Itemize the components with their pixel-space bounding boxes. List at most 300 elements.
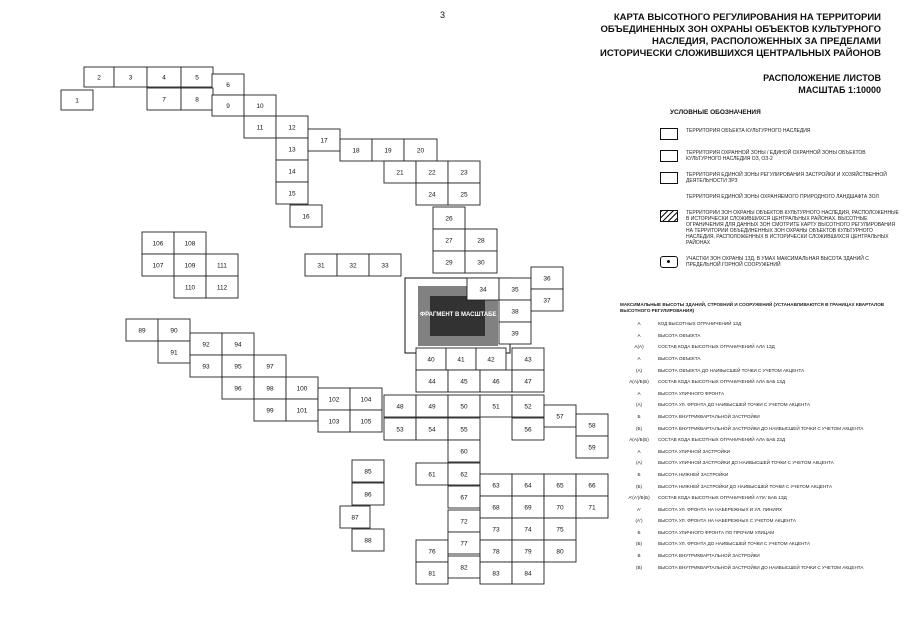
sheet-23 [448, 161, 480, 183]
sheet-number: 70 [556, 504, 564, 512]
sheet-number: 78 [492, 548, 500, 556]
sheet-94 [222, 333, 254, 355]
sheet-number: 99 [266, 407, 274, 415]
height-code-row [620, 553, 890, 559]
height-code: (А) [635, 367, 643, 373]
sheet-number: 76 [428, 548, 436, 556]
sheet-97 [254, 355, 286, 377]
fragment-label: ФРАГМЕНТ В МАСШТАБЕ [420, 312, 497, 318]
height-code: (В) [635, 564, 643, 570]
legend-text: ТЕРРИТОРИЯ ОБЪЕКТА КУЛЬТУРНОГО НАСЛЕДИЯ [686, 128, 811, 134]
sheet-number: 101 [296, 407, 308, 415]
sheet-87 [340, 506, 370, 528]
sheet-number: 54 [428, 426, 436, 434]
sheet-88 [352, 529, 384, 551]
sheet-number: 111 [217, 262, 227, 270]
sheet-109 [174, 254, 206, 276]
sheet-number: 9 [226, 102, 230, 110]
height-code-row [620, 426, 890, 432]
height-code-row [620, 507, 890, 513]
sheet-number: 103 [328, 418, 340, 426]
sheet-95 [222, 355, 254, 377]
legend-text: ТЕРРИТОРИЯ ОХРАННОЙ ЗОНЫ / ЕДИНОЙ ОХРАННОЙ ЗОНЫ ОБЪЕКТОВ КУЛЬТУРНОГО НАСЛЕДИЯ ОЗ, ОЗ-2 [686, 150, 866, 162]
sheet-92 [190, 333, 222, 355]
sheet-number: 50 [460, 403, 468, 411]
sheet-number: 75 [556, 526, 564, 534]
sheet-number: 77 [460, 540, 468, 548]
sheet-60 [448, 440, 480, 462]
sheet-number: 86 [364, 491, 372, 499]
height-code-row [620, 391, 890, 397]
sheet-41 [446, 348, 476, 370]
legend-text: ТЕРРИТОРИЯ ЕДИНОЙ ЗОНЫ ОХРАНЯЕМОГО ПРИРОДНОГО ЛАНДШАФТА ЗОЛ [686, 194, 879, 200]
sheet-54 [416, 418, 448, 440]
sheet-number: 80 [556, 548, 564, 556]
height-code-row [620, 518, 890, 524]
height-code-text: ВЫСОТА УЛИЧНОЙ ЗАСТРОЙКИ [658, 448, 731, 454]
sheet-71 [576, 496, 608, 518]
height-code-row [620, 541, 890, 547]
sheet-18 [340, 139, 372, 161]
sheet-40 [416, 348, 446, 370]
height-code: А(А)/Б(Б) [629, 437, 649, 443]
height-code-text: СОСТАВ КОДА ВЫСОТНЫХ ОГРАНИЧЕНИЙ АЛА 1ЗД [658, 344, 775, 350]
sheet-11 [244, 116, 276, 138]
sheet-65 [544, 474, 576, 496]
height-code: В [637, 553, 641, 559]
sheet-4 [147, 67, 181, 87]
sheet-number: 27 [445, 237, 453, 245]
title-line: ОБЪЕДИНЕННЫХ ЗОН ОХРАНЫ ОБЪЕКТОВ КУЛЬТУРНОГО [600, 24, 881, 35]
sheet-number: 107 [152, 262, 164, 270]
height-code: А [637, 355, 641, 361]
sheet-62 [448, 463, 480, 485]
sheet-73 [480, 518, 512, 540]
sheet-89 [126, 319, 158, 341]
sheet-number: 16 [302, 213, 310, 221]
sheet-number: 91 [170, 349, 178, 357]
sheet-13 [276, 138, 308, 160]
sheet-number: 59 [588, 444, 596, 452]
sheet-77 [448, 532, 480, 554]
sheet-103 [318, 410, 350, 432]
sheet-16 [290, 205, 322, 227]
sheet-61 [416, 463, 448, 485]
sheet-56 [512, 418, 544, 440]
sheet-number: 7 [162, 96, 166, 104]
sheet-75 [544, 518, 576, 540]
sheet-48 [384, 395, 416, 417]
sheet-number: 55 [460, 426, 468, 434]
height-code-row [620, 484, 890, 490]
height-code-text: ВЫСОТА НИЖНЕЙ ЗАСТРОЙКИ [658, 471, 729, 477]
sheet-5 [181, 67, 213, 87]
sheet-number: 61 [428, 471, 436, 479]
sheet-number: 40 [427, 356, 435, 364]
sheet-number: 56 [524, 426, 532, 434]
height-code: А' [637, 506, 641, 512]
sheet-53 [384, 418, 416, 440]
sheet-36 [531, 267, 563, 289]
sheet-20 [404, 139, 437, 161]
sheet-number: 83 [492, 570, 500, 578]
height-code-row [620, 472, 890, 478]
height-code-row [620, 495, 890, 501]
height-code: (Б) [635, 483, 643, 489]
sheet-14 [276, 160, 308, 182]
sheet-104 [350, 388, 382, 410]
sheet-number: 106 [152, 240, 164, 248]
sheet-3 [114, 67, 147, 87]
legend-item [660, 150, 900, 162]
legend-swatch-heritage-territory [660, 128, 678, 140]
height-code-text: СОСТАВ КОДА ВЫСОТНЫХ ОГРАНИЧЕНИЙ АЛА БАБ 2ЗД [658, 437, 786, 443]
sheet-number: 29 [445, 259, 453, 267]
height-codes-legend [620, 302, 890, 576]
sheet-number: 52 [524, 403, 532, 411]
sheet-number: 3 [128, 74, 133, 82]
sheet-102 [318, 388, 350, 410]
height-code-text: ВЫСОТА ОБЪЕКТА [658, 355, 701, 361]
sheet-number: 108 [184, 240, 196, 248]
sheet-number: 4 [162, 74, 166, 82]
sheet-66 [576, 474, 608, 496]
legend-swatch-central-districts [660, 210, 678, 222]
legend-item [660, 172, 900, 184]
sheet-number: 22 [428, 169, 436, 177]
height-code-text: ВЫСОТА УЛ. ФРОНТА ДО НАИВЫСШЕЙ ТОЧКИ С УЧЕТОМ АКЦЕНТА [658, 541, 811, 547]
sheet-72 [448, 510, 480, 532]
sheet-number: 104 [360, 396, 372, 404]
height-code-row [620, 379, 890, 385]
sheet-number: 98 [266, 385, 274, 393]
legend-item [660, 128, 900, 140]
sheet-31 [305, 254, 337, 276]
height-code-row [620, 414, 890, 420]
sheet-number: 68 [492, 504, 500, 512]
sheet-21 [384, 161, 416, 183]
height-code-text: ВЫСОТА УЛ. ФРОНТА ДО НАИВЫСШЕЙ ТОЧКИ С УЧЕТОМ АКЦЕНТА [658, 402, 811, 408]
sheet-68 [480, 496, 512, 518]
sheet-74 [512, 518, 544, 540]
sheet-22 [416, 161, 448, 183]
legend-text: ТЕРРИТОРИЯ ЕДИНОЙ ЗОНЫ РЕГУЛИРОВАНИЯ ЗАСТРОЙКИ И ХОЗЯЙСТВЕННОЙ ДЕЯТЕЛЬНОСТИ ЗРЗ [686, 172, 887, 184]
sheet-number: 88 [364, 537, 372, 545]
height-code: (А') [635, 518, 643, 524]
legend-swatch-height-plot [660, 256, 678, 268]
height-code-text: ВЫСОТА ВНУТРИКВАРТАЛЬНОЙ ЗАСТРОЙКИ [658, 413, 760, 419]
sheet-number: 32 [349, 262, 357, 270]
sheet-number: 97 [266, 363, 274, 371]
sheet-45 [448, 370, 480, 392]
legend-swatch-regulation-zone [660, 172, 678, 184]
height-code: А [637, 448, 641, 454]
sheet-number: 38 [511, 308, 519, 316]
height-code: А [637, 390, 641, 396]
sheet-number: 73 [492, 526, 500, 534]
height-codes-list [620, 321, 890, 570]
sheet-7 [147, 88, 181, 110]
sheet-number: 65 [556, 482, 564, 490]
sheet-10 [244, 95, 276, 116]
sheet-86 [352, 483, 384, 505]
sheet-number: 63 [492, 482, 500, 490]
height-code-text: СОСТАВ КОДА ВЫСОТНЫХ ОГРАНИЧЕНИЙ АЛА БАБ 1ЗД [658, 379, 786, 385]
height-code: (Б) [635, 425, 643, 431]
page-number: 3 [440, 10, 446, 20]
sheet-67 [448, 486, 480, 508]
sheet-number: 17 [320, 137, 328, 145]
sheet-82 [448, 556, 480, 578]
sheet-96 [222, 377, 254, 399]
sheet-6 [212, 74, 244, 95]
legend [660, 110, 900, 278]
height-code-text: ВЫСОТА ОБЪЕКТА [658, 332, 701, 338]
sheet-8 [181, 88, 213, 110]
sheet-number: 89 [138, 327, 146, 335]
sheet-number: 58 [588, 422, 596, 430]
sheet-number: 47 [524, 378, 532, 386]
sheet-number: 110 [184, 284, 196, 292]
sheet-70 [544, 496, 576, 518]
sheet-number: 14 [288, 168, 296, 176]
sheet-90 [158, 319, 190, 341]
height-code: А [637, 321, 641, 327]
sheet-84 [512, 562, 544, 584]
sheet-number: 79 [524, 548, 532, 556]
scale-label: МАСШТАБ 1:10000 [798, 85, 881, 95]
sheet-number: 46 [492, 378, 500, 386]
sheet-number: 43 [524, 356, 532, 364]
sheet-number: 84 [524, 570, 532, 578]
sheet-76 [416, 540, 448, 562]
legend-item [660, 194, 900, 200]
sheet-number: 21 [396, 169, 404, 177]
sheet-63 [480, 474, 512, 496]
height-code-text: ВЫСОТА ОБЪЕКТА ДО НАИВЫСШЕЙ ТОЧКИ С УЧЕТОМ АКЦЕНТА [658, 367, 805, 373]
sheet-28 [465, 229, 497, 251]
sheet-15 [276, 182, 308, 204]
sheet-number: 5 [195, 74, 199, 82]
sheet-number: 44 [428, 378, 436, 386]
height-code-text: ВЫСОТА УЛИЧНОЙ ЗАСТРОЙКИ ДО НАИВЫСШЕЙ ТОЧКИ С УЧЕТОМ АКЦЕНТА [658, 460, 834, 466]
height-code: А(А)/Б(Б) [629, 379, 649, 385]
sheet-number: 25 [460, 191, 468, 199]
sheet-100 [286, 377, 318, 399]
sheet-number: 48 [396, 403, 404, 411]
title-line: КАРТА ВЫСОТНОГО РЕГУЛИРОВАНИЯ НА ТЕРРИТОРИИ [613, 12, 881, 23]
sheet-number: 8 [195, 96, 199, 104]
sheet-number: 72 [460, 518, 468, 526]
sheet-44 [416, 370, 448, 392]
sheet-93 [190, 355, 222, 377]
sheet-number: 60 [460, 448, 468, 456]
height-code: Б [637, 471, 641, 477]
sheet-46 [480, 370, 512, 392]
sheet-number: 102 [328, 396, 340, 404]
height-code-text: ВЫСОТА УЛИЧНОГО ФРОНТА ПО ПРОЧИМ УЛИЦАМ [658, 529, 775, 535]
sheet-19 [372, 139, 404, 161]
sheet-number: 57 [556, 413, 564, 421]
caption-line: РАСПОЛОЖЕНИЕ ЛИСТОВ [763, 73, 881, 83]
sheet-number: 2 [97, 74, 101, 82]
sheet-57 [544, 405, 576, 427]
height-code-row [620, 356, 890, 362]
sheet-number: 10 [256, 102, 264, 110]
height-code-row [620, 437, 890, 443]
title-line: НАСЛЕДИЯ, РАСПОЛОЖЕННЫХ ЗА ПРЕДЕЛАМИ [652, 36, 881, 47]
sheet-25 [448, 183, 480, 205]
title-line: ИСТОРИЧЕСКИ СЛОЖИВШИХСЯ ЦЕНТРАЛЬНЫХ РАЙОНОВ [600, 48, 881, 59]
height-code-text: ВЫСОТА ВНУТРИКВАРТАЛЬНОЙ ЗАСТРОЙКИ ДО НАИВЫСШЕЙ ТОЧКИ С УЧЕТОМ АКЦЕНТА [658, 564, 864, 570]
sheet-30 [465, 251, 497, 273]
sheet-33 [369, 254, 401, 276]
sheet-1 [61, 90, 93, 110]
sheet-35 [499, 278, 531, 300]
height-code-row [620, 321, 890, 327]
sheet-number: 37 [543, 297, 551, 305]
sheet-number: 19 [384, 147, 392, 155]
sheet-105 [350, 410, 382, 432]
sheet-number: 112 [216, 284, 228, 292]
sheet-2 [84, 67, 114, 87]
legend-text: УЧАСТКИ ЗОН ОХРАНЫ 1ЗД, В УМАХ МАКСИМАЛЬНАЯ ВЫСОТА ЗДАНИЙ С ПРЕДЕЛЬНОЙ ГОРНОЙ СООРУЖЕНИЙ [686, 256, 869, 268]
sheet-81 [416, 562, 448, 584]
sheet-number: 13 [288, 146, 296, 154]
sheet-78 [480, 540, 512, 562]
sheet-number: 20 [416, 147, 425, 155]
height-code-row [620, 333, 890, 339]
sheet-number: 74 [524, 526, 532, 534]
sheet-number: 35 [511, 286, 519, 294]
sheet-number: 11 [256, 124, 264, 132]
sheet-83 [480, 562, 512, 584]
sheet-number: 18 [352, 147, 360, 155]
sheet-55 [448, 418, 480, 440]
sheet-number: 51 [492, 403, 500, 411]
sheet-50 [448, 395, 480, 417]
sheet-number: 42 [487, 356, 495, 364]
sheet-number: 31 [317, 262, 325, 270]
sheet-43 [512, 348, 544, 370]
height-code-text: ВЫСОТА УЛИЧНОГО ФРОНТА [658, 390, 725, 396]
height-code: Б [637, 529, 641, 535]
sheet-58 [576, 414, 608, 436]
sheet-number: 71 [588, 504, 596, 512]
height-code-text: ВЫСОТА НИЖНЕЙ ЗАСТРОЙКИ ДО НАИВЫСШЕЙ ТОЧКИ С УЧЕТОМ АКЦЕНТА [658, 483, 833, 489]
sheet-112 [206, 276, 238, 298]
sheet-number: 33 [381, 262, 389, 270]
height-code-row [620, 368, 890, 374]
sheet-49 [416, 395, 448, 417]
sheet-number: 95 [234, 363, 242, 371]
legend-title: УСЛОВНЫЕ ОБОЗНАЧЕНИЯ [670, 109, 761, 116]
sheet-number: 41 [457, 356, 465, 364]
sheet-64 [512, 474, 544, 496]
sheet-111 [206, 254, 238, 276]
height-code-row [620, 344, 890, 350]
height-code-text: ВЫСОТА ВНУТРИКВАРТАЛЬНОЙ ЗАСТРОЙКИ ДО НАИВЫСШЕЙ ТОЧКИ С УЧЕТОМ АКЦЕНТА [658, 425, 864, 431]
sheet-51 [480, 395, 512, 417]
sheet-number: 90 [170, 327, 178, 335]
sheet-number: 15 [288, 190, 296, 198]
sheet-80 [544, 540, 576, 562]
sheet-number: 39 [511, 330, 519, 338]
sheet-number: 12 [288, 124, 296, 132]
sheet-number: 92 [202, 341, 210, 349]
height-code-row [620, 530, 890, 536]
sheet-number: 24 [428, 191, 436, 199]
sheet-number: 66 [588, 482, 596, 490]
sheet-17 [308, 129, 340, 151]
sheet-12 [276, 116, 308, 138]
sheet-number: 1 [75, 97, 79, 105]
height-code: (Б) [635, 541, 643, 547]
height-code: А [637, 332, 641, 338]
sheet-9 [212, 95, 244, 116]
sheet-number: 109 [184, 262, 196, 270]
sheet-number: 34 [479, 286, 487, 294]
sheet-number: 67 [460, 494, 468, 502]
sheet-24 [416, 183, 448, 205]
sheet-number: 28 [477, 237, 485, 245]
sheet-number: 36 [543, 275, 551, 283]
sheet-32 [337, 254, 369, 276]
height-code-row [620, 460, 890, 466]
height-code-text: ВЫСОТА ВНУТРИКВАРТАЛЬНОЙ ЗАСТРОЙКИ [658, 553, 760, 559]
height-code: А'(А')/Б(Б) [628, 495, 650, 501]
sheet-106 [142, 232, 174, 254]
sheet-number: 93 [202, 363, 210, 371]
height-code-row [620, 402, 890, 408]
legend-swatch-protection-zone [660, 150, 678, 162]
sheet-number: 53 [396, 426, 404, 434]
sheet-98 [254, 377, 286, 399]
sheet-110 [174, 276, 206, 298]
height-code-row [620, 565, 890, 571]
height-code-text: ВЫСОТА УЛ. ФРОНТА НА НАБЕРЕЖНЫХ И УЛ. ЛИНИЯХ [658, 506, 783, 512]
sheet-99 [254, 399, 286, 421]
sheet-27 [433, 229, 465, 251]
sheet-38 [499, 300, 531, 322]
sheet-number: 96 [234, 385, 242, 393]
sheet-number: 23 [460, 169, 468, 177]
sheet-number: 26 [445, 215, 453, 223]
sheet-number: 30 [477, 259, 485, 267]
legend-item [660, 210, 900, 246]
sheet-number: 49 [428, 403, 436, 411]
sheet-37 [531, 289, 563, 311]
sheet-42 [476, 348, 506, 370]
height-code-text: КОД ВЫСОТНЫХ ОГРАНИЧЕНИЙ 1ЗД [658, 321, 742, 327]
sheet-number: 100 [296, 385, 308, 393]
sheet-69 [512, 496, 544, 518]
sheet-91 [158, 341, 190, 363]
sheet-grid [61, 67, 608, 584]
sheet-79 [512, 540, 544, 562]
sheet-52 [512, 395, 544, 417]
height-code: А(А) [634, 344, 644, 350]
height-code-text: ВЫСОТА УЛ. ФРОНТА НА НАБЕРЕЖНЫХ С УЧЕТОМ АКЦЕНТА [658, 518, 796, 524]
sheet-108 [174, 232, 206, 254]
sheet-34 [467, 278, 499, 300]
sheet-number: 87 [351, 514, 359, 522]
sheet-26 [433, 207, 465, 229]
height-codes-header: МАКСИМАЛЬНЫЕ ВЫСОТЫ ЗДАНИЙ, СТРОЕНИЙ И СООРУЖЕНИЙ (УСТАНАВЛИВАЮТСЯ В ГРАНИЦАХ КВАРТАЛОВ ВЫСОТНОГО РЕГУЛИРОВАНИЯ) [620, 302, 885, 313]
sheet-59 [576, 436, 608, 458]
legend-item [660, 256, 900, 268]
sheet-number: 69 [524, 504, 532, 512]
